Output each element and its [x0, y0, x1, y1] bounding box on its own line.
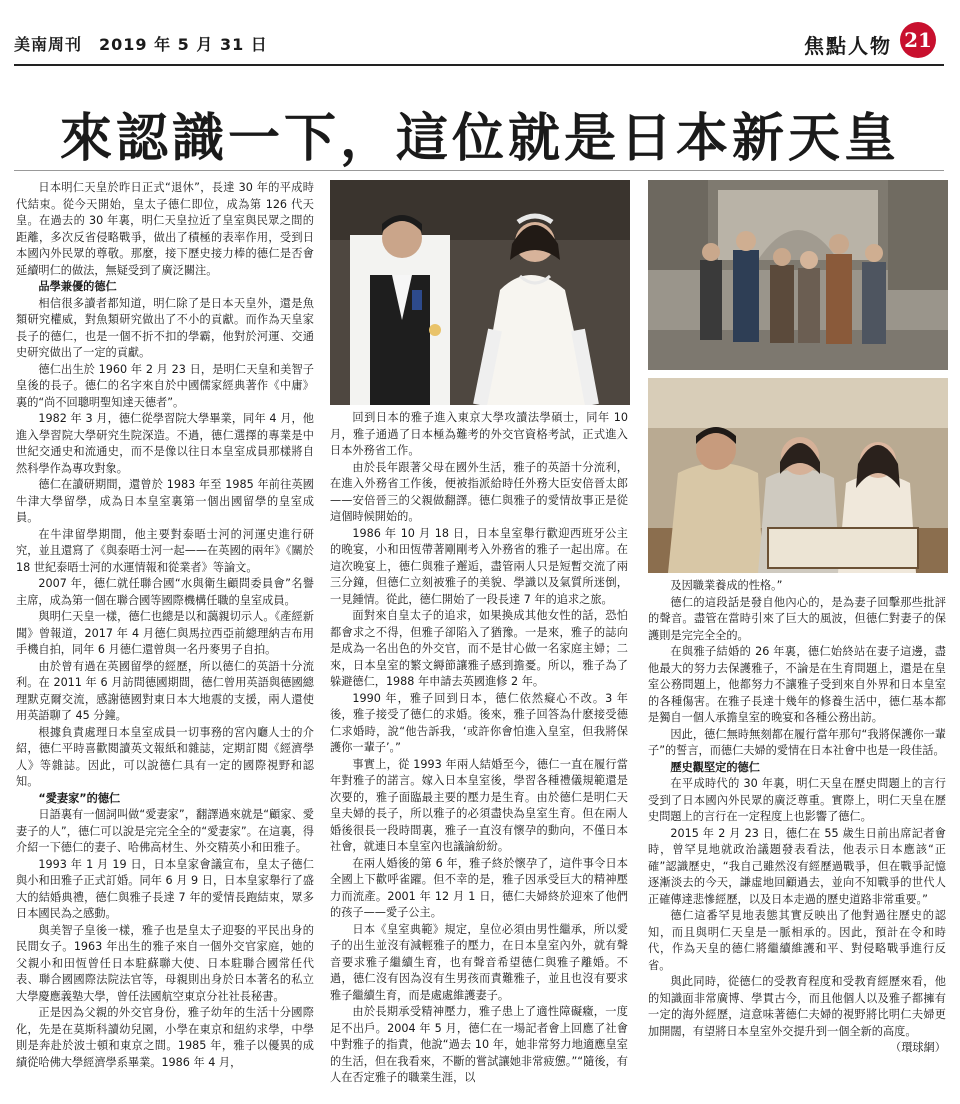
- section-subheading: 歷史觀堅定的德仁: [670, 760, 760, 774]
- section-title: 焦點人物: [804, 34, 892, 58]
- paragraph: 德仁出生於 1960 年 2 月 23 日，是明仁天皇和美智子皇後的長子。德仁的名字來自於中國儒家經典著作《中庸》裏的“尚不回聰明聖知達天德者”。: [16, 362, 314, 409]
- paper-date: 美南周刊 2019 年 5 月 31 日: [14, 35, 268, 54]
- source-credit: （環球網）: [890, 1041, 946, 1054]
- paragraph: 根據負責處理日本皇室成員一切事務的宮內廳人士的介紹，德仁平時喜歡閱讀英文報紙和雜誌，定期訂閱《經濟學人》等雜誌。因此，可以說德仁具有一定的國際視野和認知。: [16, 725, 314, 788]
- paragraph: 正是因為父親的外交官身份，雅子幼年的生活十分國際化，先是在莫斯科讀幼兒園，小學在東京和紐約求學，中學則是奔赴於波士頓和東京之間。1985 年，雅子以優異的成績從哈佛大學經濟學系畢業。1986 年 4 月，: [16, 1006, 314, 1069]
- paragraph: 德仁的這段話是發自他內心的，是為妻子回擊那些批評的聲音。盡管在當時引來了巨大的風波，但德仁對妻子的保護則是完完全全的。: [648, 595, 946, 642]
- paragraph: 及因職業養成的性格。”: [670, 579, 783, 592]
- paragraph: 德仁這番罕見地表態其實反映出了他對過往歷史的認知，而且與明仁天皇是一脈相承的。因此，預計在令和時代，作為天皇的德仁將繼續維護和平、對侵略戰爭進行反省。: [648, 909, 946, 972]
- page-header: [14, 10, 944, 58]
- paragraph: 1990 年，雅子回到日本，德仁依然癡心不改。3 年後，雅子接受了德仁的求婚。後來，雅子回答為什麽接受德仁求婚時，說“他告訴我，‘或許你會怕進入皇室，但我將保護你一輩子’。”: [330, 691, 628, 754]
- paragraph: 與明仁天皇一樣，德仁也總是以和藹親切示人。《產經新聞》曾報道，2017 年 4 月德仁與馬拉西亞前總理納吉布用手機自拍，同年 6 月德仁還曾與一名丹麥男子自拍。: [16, 610, 314, 656]
- paragraph: 在與雅子結婚的 26 年裏，德仁始終站在妻子這邊，盡他最大的努力去保護雅子，不論是在生育問題上，還是在皇室公務問題上，他都努力不讓雅子受到來自外界和日本皇室的各種傷害。在雅子長達十幾年的修養生活中，德仁基本都是獨自一個人承擔皇室的晚宴和各種公務出訪。: [648, 645, 946, 724]
- article-column-3: [648, 578, 946, 1096]
- paragraph: 在兩人婚後的第 6 年，雅子終於懷孕了，這件事令日本全國上下歡呼雀躍。但不幸的是，雅子因承受巨大的精神壓力而流產。2001 年 12 月 1 日，德仁夫婦終於迎來了他們的孩子——愛子公主。: [330, 856, 628, 919]
- section-subheading: 品學兼優的德仁: [38, 280, 117, 293]
- family-photo: [648, 378, 948, 573]
- oxford-group-photo: [648, 180, 948, 370]
- article-column-1: [16, 180, 314, 1096]
- paragraph: 在平成時代的 30 年裏，明仁天皇在歷史問題上的言行受到了日本國內外民眾的廣泛尊重。實際上，明仁天皇在歷史問題上的言行在一定程度上也影響了德仁。: [648, 777, 946, 823]
- paragraph: 由於曾有過在英國留學的經歷，所以德仁的英語十分流利。在 2011 年 6 月訪問德國期間，德仁曾用英語與德國總理默克爾交流，感謝德國對東日本大地震的支援，兩人還使用英語聊了 45 分鐘。: [16, 659, 314, 722]
- paragraph: 在牛津留學期間，他主要對泰晤士河的河運史進行研究，並且還寫了《與泰晤士河一起——在英國的兩年》《關於 18 世紀泰晤士河的水運情報和從業者》等論文。: [16, 527, 314, 574]
- paragraph: 2007 年，德仁就任聯合國“水與衛生顧問委員會”名譽主席，成為第一個在聯合國等國際機構任職的皇室成員。: [16, 577, 314, 607]
- paragraph: 日本《皇室典範》規定，皇位必須由男性繼承，所以愛子的出生並沒有減輕雅子的壓力，在日本皇室內外，就有聲音要求雅子繼續生育，也有聲音希望德仁與雅子離婚。不過，德仁沒有因為沒有生男孩而責難雅子，並且也沒有要求雅子繼續生育，而是處處維護妻子。: [330, 922, 628, 1002]
- paragraph: 與美智子皇後一樣，雅子也是皇太子迎娶的平民出身的民間女子。1963 年出生的雅子來自一個外交官家庭，她的父親小和田恆曾任日本駐蘇聯大使、日本駐聯合國常任代表、聯合國國際法院法官等，母親則出身於日本著名的私立大學慶應義塾大學，曾任法國航空東京分社社長秘書。: [16, 923, 314, 1003]
- wedding-photo: [330, 180, 630, 405]
- paragraph: 1982 年 3 月，德仁從學習院大學畢業，同年 4 月，他進入學習院大學研究生院深造。不過，德仁選擇的專業是中世紀交通史和流通史，而不是像以往日本皇室成員那樣將自然科學作為專攻對象。: [16, 412, 314, 475]
- headline: 來認識一下，這位就是日本新天皇: [59, 108, 900, 169]
- header-rule: [14, 64, 944, 66]
- paragraph: 與此同時，從德仁的受教育程度和受教育經歷來看，他的知識面非常廣博、學貫古今，而且他個人以及雅子都擁有一定的海外經歷，這意味著德仁夫婦的視野將比明仁夫婦更加開闊，有望將日本皇室外交提升到一個全新的高度。: [648, 975, 946, 1038]
- page-number-badge: 21: [900, 22, 936, 58]
- paragraph: 日本明仁天皇於昨日正式“退休”，長達 30 年的平成時代結束。從今天開始，皇太子德仁即位，成為第 126 代天皇。在過去的 30 年裏，明仁天皇拉近了皇室與民眾之間的距離，多次反省侵略戰爭，做出了積極的表率作用，受到日本國內外民眾的尊敬。那麼，接下歷史接力棒的德仁是否會延續明仁的做法，無疑受到了廣泛關注。: [16, 181, 314, 277]
- article-column-2: [330, 410, 628, 1096]
- paragraph: 2015 年 2 月 23 日，德仁在 55 歲生日前出席記者會時，曾罕見地就政治議題發表看法，他表示日本應該“正確”認識歷史，“我自己雖然沒有經歷過戰爭，但在戰爭記憶逐漸淡去的今天，謙虛地回顧過去，並向不知戰爭的世代人正確傳達悲慘經歷，以及日本走過的歷史道路非常重要。”: [648, 826, 946, 906]
- section-subheading: “愛妻家”的德仁: [38, 791, 121, 805]
- paragraph: 面對來自皇太子的追求，如果換成其他女性的話，恐怕都會求之不得，但雅子卻陷入了猶豫。一是來，雅子的誌向是成為一名出色的外交官，而不是甘心做一名家庭主婦；二來，日本皇室的繁文縟節讓雅子感到擔憂。所以，雅子為了躲避德仁，1988 年申請去英國進修 2 年。: [330, 609, 628, 688]
- headline-rule: [14, 170, 944, 171]
- paragraph: 日語裏有一個詞叫做“愛妻家”，翻譯過來就是“顧家、愛妻子的人”，德仁可以說是完完全全的“愛妻家”。在這裏，得介紹一下德仁的妻子、哈佛高材生、外交精英小和田雅子。: [16, 808, 314, 854]
- paragraph: 事實上，從 1993 年兩人結婚至今，德仁一直在履行當年對雅子的諾言。嫁入日本皇室後，學習各種禮儀規範還是次要的，雅子面臨最主要的壓力是生育。由於德仁是明仁天皇夫婦的長子，所以雅子的必須盡快為皇室生育。但在兩人婚後很長一段時間裏，雅子一直沒有懷孕的動向，不僅日本社會，就連日本皇室內也議論紛紛。: [330, 757, 628, 853]
- paragraph: 由於長期承受精神壓力，雅子患上了適性障礙癥，一度足不出戶。2004 年 5 月，德仁在一場記者會上回應了社會中對雅子的指責，他說“過去 10 年，她非常努力地適應皇室的生活，但在我看來，不斷的嘗試讓她非常疲憊。”“隨後，有人在否定雅子的職業生涯，以: [330, 1005, 628, 1084]
- paragraph: 因此，德仁無時無刻都在履行當年那句“我將保護你一輩子”的誓言，而德仁夫婦的愛情在日本社會中也是一段佳話。: [648, 727, 946, 757]
- paragraph: 由於長年跟著父母在國外生活，雅子的英語十分流利，在進入外務省工作後，便被指派給時任外務大臣安倍晉太郎——安倍晉三的父親做翻譯。德仁與雅子的愛情故事正是從這個時候開始的。: [330, 460, 628, 523]
- paragraph: 相信很多讀者都知道，明仁除了是日本天皇外，還是魚類研究權威，對魚類研究做出了不小的貢獻。而作為天皇家長子的德仁，也是一個不折不扣的學霸，他對於河運、交通史研究做出了一定的貢獻。: [16, 296, 314, 359]
- paragraph: 回到日本的雅子進入東京大學攻讀法學碩士，同年 10 月，雅子通過了日本極為難考的外交官資格考試，正式進入日本外務省工作。: [330, 411, 628, 457]
- paragraph: 1993 年 1 月 19 日，日本皇家會議宣布，皇太子德仁與小和田雅子正式訂婚。同年 6 月 9 日，日本皇家舉行了盛大的結婚典禮，德仁與雅子長達 7 年的愛情長跑結束，眾多日本國民為之感動。: [16, 857, 314, 920]
- paragraph: 德仁在讀研期間，還曾於 1983 年至 1985 年前往英國牛津大學留學，成為日本皇室裏第一個出國留學的皇室成員。: [16, 478, 314, 524]
- paragraph: 1986 年 10 月 18 日，日本皇室舉行歡迎西班牙公主的晚宴，小和田恆帶著剛剛考入外務省的雅子一起出席。在這次晚宴上，德仁與雅子邂逅，盡管兩人只是短暫交流了兩三分鐘，但德仁立刻被雅子的美貌、學識以及氣質所迷倒，一見鍾情。從此，德仁開始了一段長達 7 年的追求之旅。: [330, 526, 628, 606]
